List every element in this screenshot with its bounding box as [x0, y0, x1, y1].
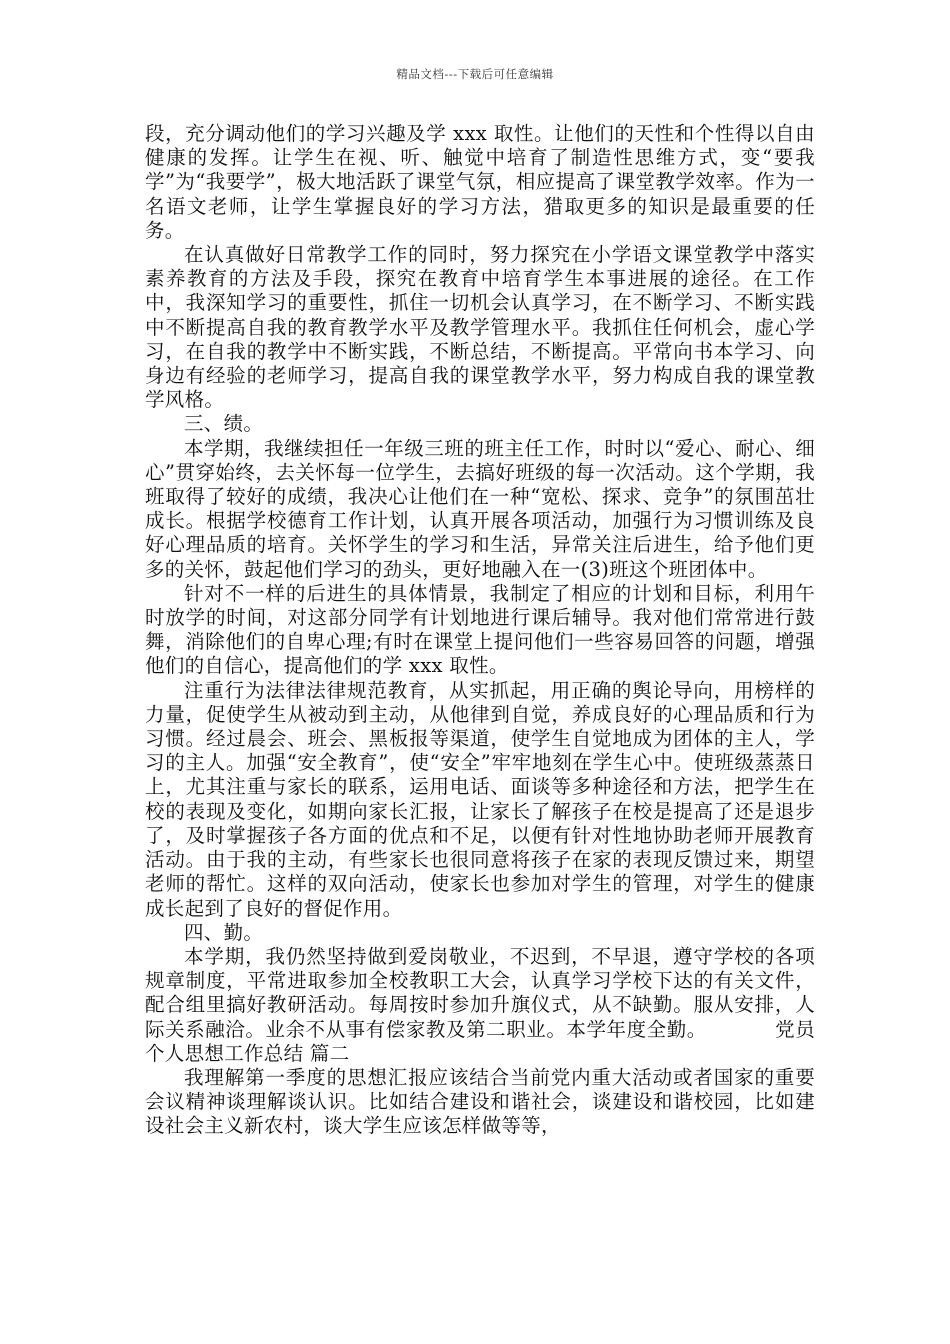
section-heading-3: 三、绩。 [184, 412, 264, 436]
paragraph-2: 在认真做好日常教学工作的同时，努力探究在小学语文课堂教学中落实素养教育的方法及手段，探究在教育中培育学生本事进展的途径。在工作中，我深知学习的重要性，抓住一切机会认真学习，在不断学习、不断实践中不断提高自我的教育教学水平及教学管理水平。我抓住任何机会，虚心学习，在自我的教学中不断实践，不断总结，不断提高。平常向书本学习、向身边有经验的老师学习，提高自我的课堂教学水平，努力构成自我的课堂教学风格。 [145, 243, 815, 412]
page-header-watermark: 精品文档---下载后可任意编辑 [396, 67, 554, 81]
paragraph-1: 段，充分调动他们的学习兴趣及学 xxx 取性。让他们的天性和个性得以自由健康的发挥。让学生在视、听、触觉中培育了制造性思维方式，变“要我学”为“我要学”，极大地活跃了课堂气氛，相应提高了课堂教学效率。作为一名语文老师，让学生掌握良好的学习方法，猎取更多的知识是最重要的任务。 [145, 122, 815, 242]
paragraph-7 [145, 945, 815, 1066]
paragraph-4: 本学期，我继续担任一年级三班的班主任工作，时时以“爱心、耐心、细心”贯穿始终，去关怀每一位学生，去搞好班级的每一次活动。这个学期，我班取得了较好的成绩，我决心让他们在一种“宽松、探求、竞争”的氛围茁壮成长。根据学校德育工作计划，认真开展各项活动，加强行为习惯训练及良好心理品质的培育。关怀学生的学习和生活，异常关注后进生，给予他们更多的关怀，鼓起他们学习的劲头，更好地融入在一(3)班这个班团体中。 [145, 436, 815, 581]
paragraph-8: 我理解第一季度的思想汇报应该结合当前党内重大活动或者国家的重要会议精神谈理解谈认识。比如结合建设和谐社会，谈建设和谐校园，比如建设社会主义新农村，谈大学生应该怎样做等等， [145, 1065, 815, 1138]
paragraph-6: 注重行为法律法律规范教育，从实抓起，用正确的舆论导向，用榜样的力量，促使学生从被动到主动，从他律到自觉，养成良好的心理品质和行为习惯。经过晨会、班会、黑板报等渠道，使学生自觉地成为团体的主人，学习的主人。加强“安全教育”，使“安全”牢牢地刻在学生心中。使班级蒸蒸日上，尤其注重与家长的联系，运用电话、面谈等多种途径和方法，把学生在校的表现及变化，如期向家长汇报，让家长了解孩子在校是提高了还是退步了，及时掌握孩子各方面的优点和不足，以便有针对性地协助老师开展教育活动。由于我的主动，有些家长也很同意将孩子在家的表现反馈过来，期望老师的帮忙。这样的双向活动，使家长也参加对学生的管理，对学生的健康成长起到了良好的督促作用。 [145, 678, 815, 920]
paragraph-7-text: 本学期，我仍然坚持做到爱岗敬业，不迟到，不早退，遵守学校的各项规章制度，平常进取参加全校教职工大会，认真学习学校下达的有关文件，配合组里搞好教研活动。每周按时参加升旗仪式，从不缺勤。服从安排，人际关系融洽。业余不从事有偿家教及第二职业。本学年度全勤。 [145, 944, 815, 1041]
paragraph-5: 针对不一样的后进生的具体情景，我制定了相应的计划和目标，利用午时放学的时间，对这部分同学有计划地进行课后辅导。我对他们常常进行鼓舞，消除他们的自卑心理;有时在课堂上提问他们一些容易回答的问题，增强他们的自信心，提高他们的学 xxx 取性。 [145, 581, 815, 678]
section-heading-4: 四、勤。 [184, 920, 264, 944]
document-body [145, 122, 815, 1139]
article-title-part-two: 党员个人思想工作总结 篇二 [145, 1017, 815, 1065]
